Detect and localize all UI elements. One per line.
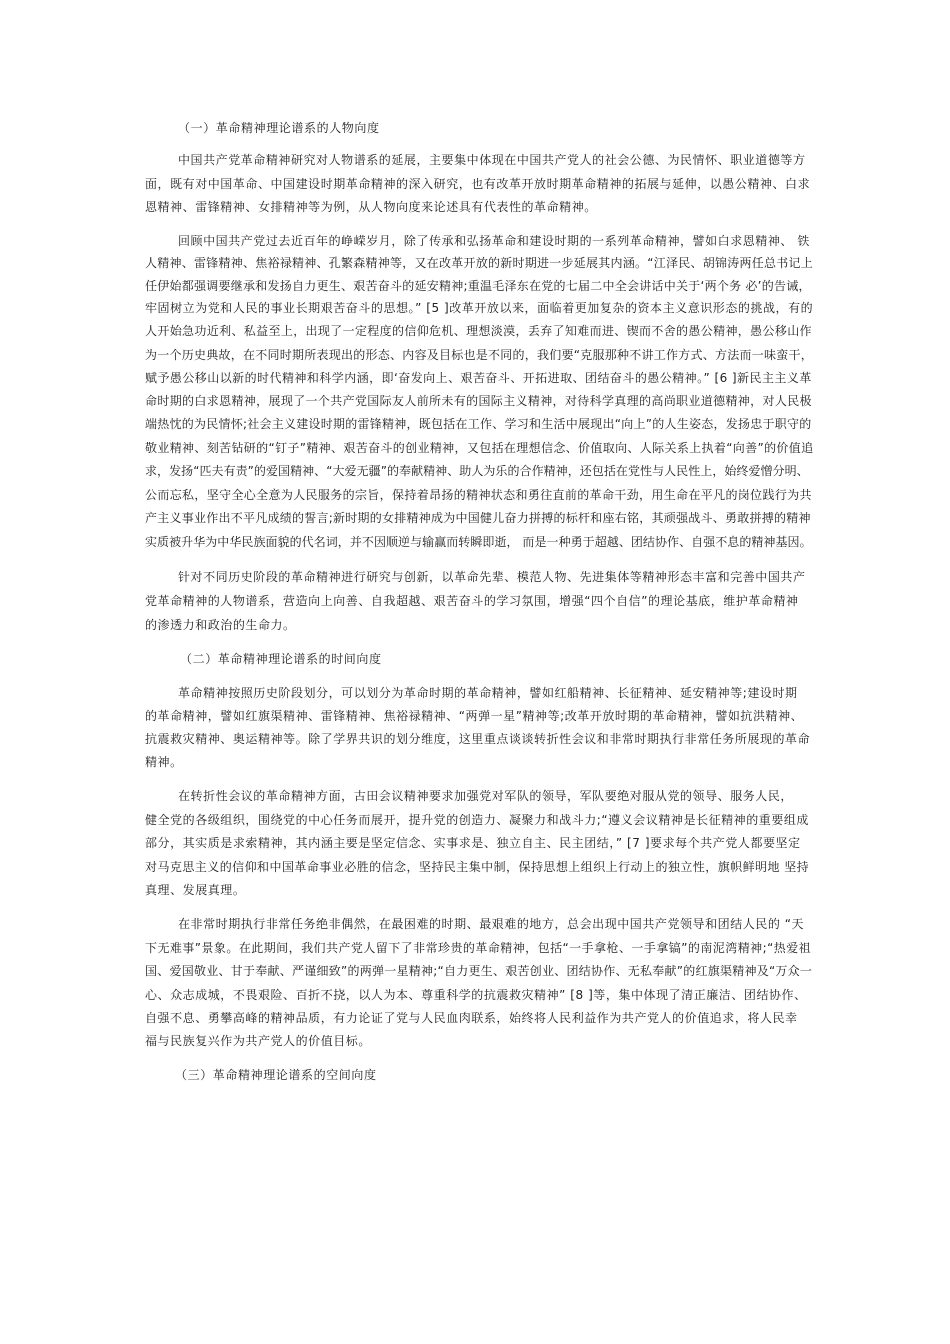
text-line: 任伊始都强调要继承和发扬自力更生、艰苦奋斗的延安精神;重温毛泽东在党的七届二中全会讲话中关于‘两个务 必’的告诫， (145, 279, 811, 293)
text-line: 敬业精神、刻苦钻研的“钉子”精神、艰苦奋斗的创业精神，又包括在理想信念、价值取向、人际关系上执着“向善”的价值追 (145, 441, 814, 455)
text-line: 牢固树立为党和人民的事业长期艰苦奋斗的思想。” [5 ]改革开放以来，面临着更加复杂的资本主义意识形态的挑战，有的 (145, 301, 814, 315)
text-line: 在非常时期执行非常任务绝非偶然，在最困难的时期、最艰难的地方，总会出现中国共产党领导和团结人民的 “天 (178, 917, 805, 931)
text-line: 求，发扬“匹夫有责”的爱国精神、“大爱无疆”的奉献精神、助人为乐的合作精神，还包括在党性与人民性上，始终爱憎分明、 (145, 464, 809, 478)
text-line: 真理、发展真理。 (145, 883, 246, 897)
text-line: 回顾中国共产党过去近百年的峥嵘岁月，除了传承和弘扬革命和建设时期的一系列革命精神，譬如白求恩精神、 铁 (178, 234, 810, 248)
text-line: 党革命精神的人物谱系，营造向上向善、自我超越、艰苦奋斗的学习氛围，增强“四个自信”的理论基底，维护革命精神 (145, 594, 799, 608)
text-line: 中国共产党革命精神研究对人物谱系的延展，主要集中体现在中国共产党人的社会公德、为民情怀、职业道德等方 (178, 153, 806, 167)
text-line: 实质被升华为中华民族面貌的代名词，并不因顺逆与输赢而转瞬即逝， 而是一种勇于超越、团结协作、自强不息的精神基因。 (145, 535, 812, 549)
text-line: 下无难事”景象。在此期间，我们共产党人留下了非常珍贵的革命精神，包括“一手拿枪、一手拿镐”的南泥湾精神;“热爱祖 (145, 941, 812, 955)
text-line: 心、众志成城，不畏艰险、百折不挠，以人为本、尊重科学的抗震救灾精神” [8 ]等，集中体现了清正廉洁、团结协作、 (145, 988, 807, 1002)
text-line: 国、爱国敬业、甘于奉献、严谨细致”的两弹一星精神;“自力更生、艰苦创业、团结协作、无私奉献”的红旗渠精神及“万众一 (145, 964, 813, 978)
text-line: 的革命精神，譬如红旗渠精神、雷锋精神、焦裕禄精神、“两弹一星”精神等;改革开放时期的革命精神，譬如抗洪精神、 (145, 709, 804, 723)
text-line: 部分，其实质是求索精神，其内涵主要是坚定信念、实事求是、独立自主、民主团结，” [7 ]要求每个共产党人都要坚定 (145, 836, 801, 850)
text-line: 恩精神、雷锋精神、女排精神等为例，从人物向度来论述具有代表性的革命精神。 (145, 200, 597, 214)
text-line: 人精神、雷锋精神、焦裕禄精神、孔繁森精神等，又在改革开放的新时期进一步延展其内涵。“江泽民、胡锦涛两任总书记上 (145, 256, 813, 270)
text-line: 为一个历史典故，在不同时期所表现出的形态、内容及目标也是不同的，我们要“克服那种不讲工作方式、方法而一味蛮干， (145, 348, 813, 362)
text-line: 端热忱的为民情怀;社会主义建设时期的雷锋精神，既包括在工作、学习和生活中展现出“向上”的人生姿态，发扬忠于职守的 (145, 417, 812, 431)
text-line: 的渗透力和政治的生命力。 (145, 618, 296, 632)
text-line: 精神。 (145, 755, 183, 769)
text-line: 在转折性会议的革命精神方面，古田会议精神要求加强党对军队的领导，军队要绝对服从党的领导、服务人民， (178, 789, 793, 803)
text-line: 抗震救灾精神、奥运精神等。除了学界共识的划分维度，这里重点谈谈转折性会议和非常时期执行非常任务所展现的革命 (145, 732, 811, 746)
text-line: 革命精神按照历史阶段划分，可以划分为革命时期的革命精神，譬如红船精神、长征精神、延安精神等;建设时期 (178, 686, 798, 700)
text-line: 福与民族复兴作为共产党人的价值目标。 (145, 1034, 371, 1048)
section-heading-1: （一）革命精神理论谱系的人物向度 (178, 121, 380, 135)
section-heading-2: （二）革命精神理论谱系的时间向度 (180, 652, 382, 666)
text-line: 针对不同历史阶段的革命精神进行研究与创新，以革命先辈、模范人物、先进集体等精神形态丰富和完善中国共产 (178, 570, 806, 584)
text-line: 健全党的各级组织，围绕党的中心任务而展开，提升党的创造力、凝聚力和战斗力;“遵义会议精神是长征精神的重要组成 (145, 813, 809, 827)
text-line: 自强不息、勇攀高峰的精神品质，有力论证了党与人民血肉联系，始终将人民利益作为共产党人的价值追求，将人民幸 (145, 1011, 798, 1025)
text-line: 对马克思主义的信仰和中国革命事业必胜的信念，坚持民主集中制，保持思想上组织上行动上的独立性，旗帜鲜明地 坚持 (145, 860, 810, 874)
text-line: 面，既有对中国革命、中国建设时期革命精神的深入研究，也有改革开放时期革命精神的拓展与延伸，以愚公精神、白求 (145, 177, 811, 191)
text-line: 命时期的白求恩精神，展现了一个共产党国际友人前所未有的国际主义精神，对待科学真理的高尚职业道德精神，对人民极 (145, 394, 812, 408)
text-line: 赋予愚公移山以新的时代精神和科学内涵，即‘奋发向上、艰苦奋斗、开拓进取、团结奋斗的愚公精神。” [6 ]新民主主义革 (145, 371, 812, 385)
text-line: 人开始急功近利、私益至上，出现了一定程度的信仰危机、理想淡漠，丢弃了知难而进、锲而不舍的愚公精神，愚公移山作 (145, 324, 812, 338)
text-line: 产主义事业作出不平凡成绩的誓言;新时期的女排精神成为中国健儿奋力拼搏的标杆和座右铭，其顽强战斗、勇敢拼搏的精神 (145, 511, 811, 525)
section-heading-3: （三）革命精神理论谱系的空间向度 (175, 1068, 377, 1082)
text-line: 公而忘私，坚守全心全意为人民服务的宗旨，保持着昂扬的精神状态和勇往直前的革命干劲，用生命在平凡的岗位践行为共 (145, 488, 812, 502)
